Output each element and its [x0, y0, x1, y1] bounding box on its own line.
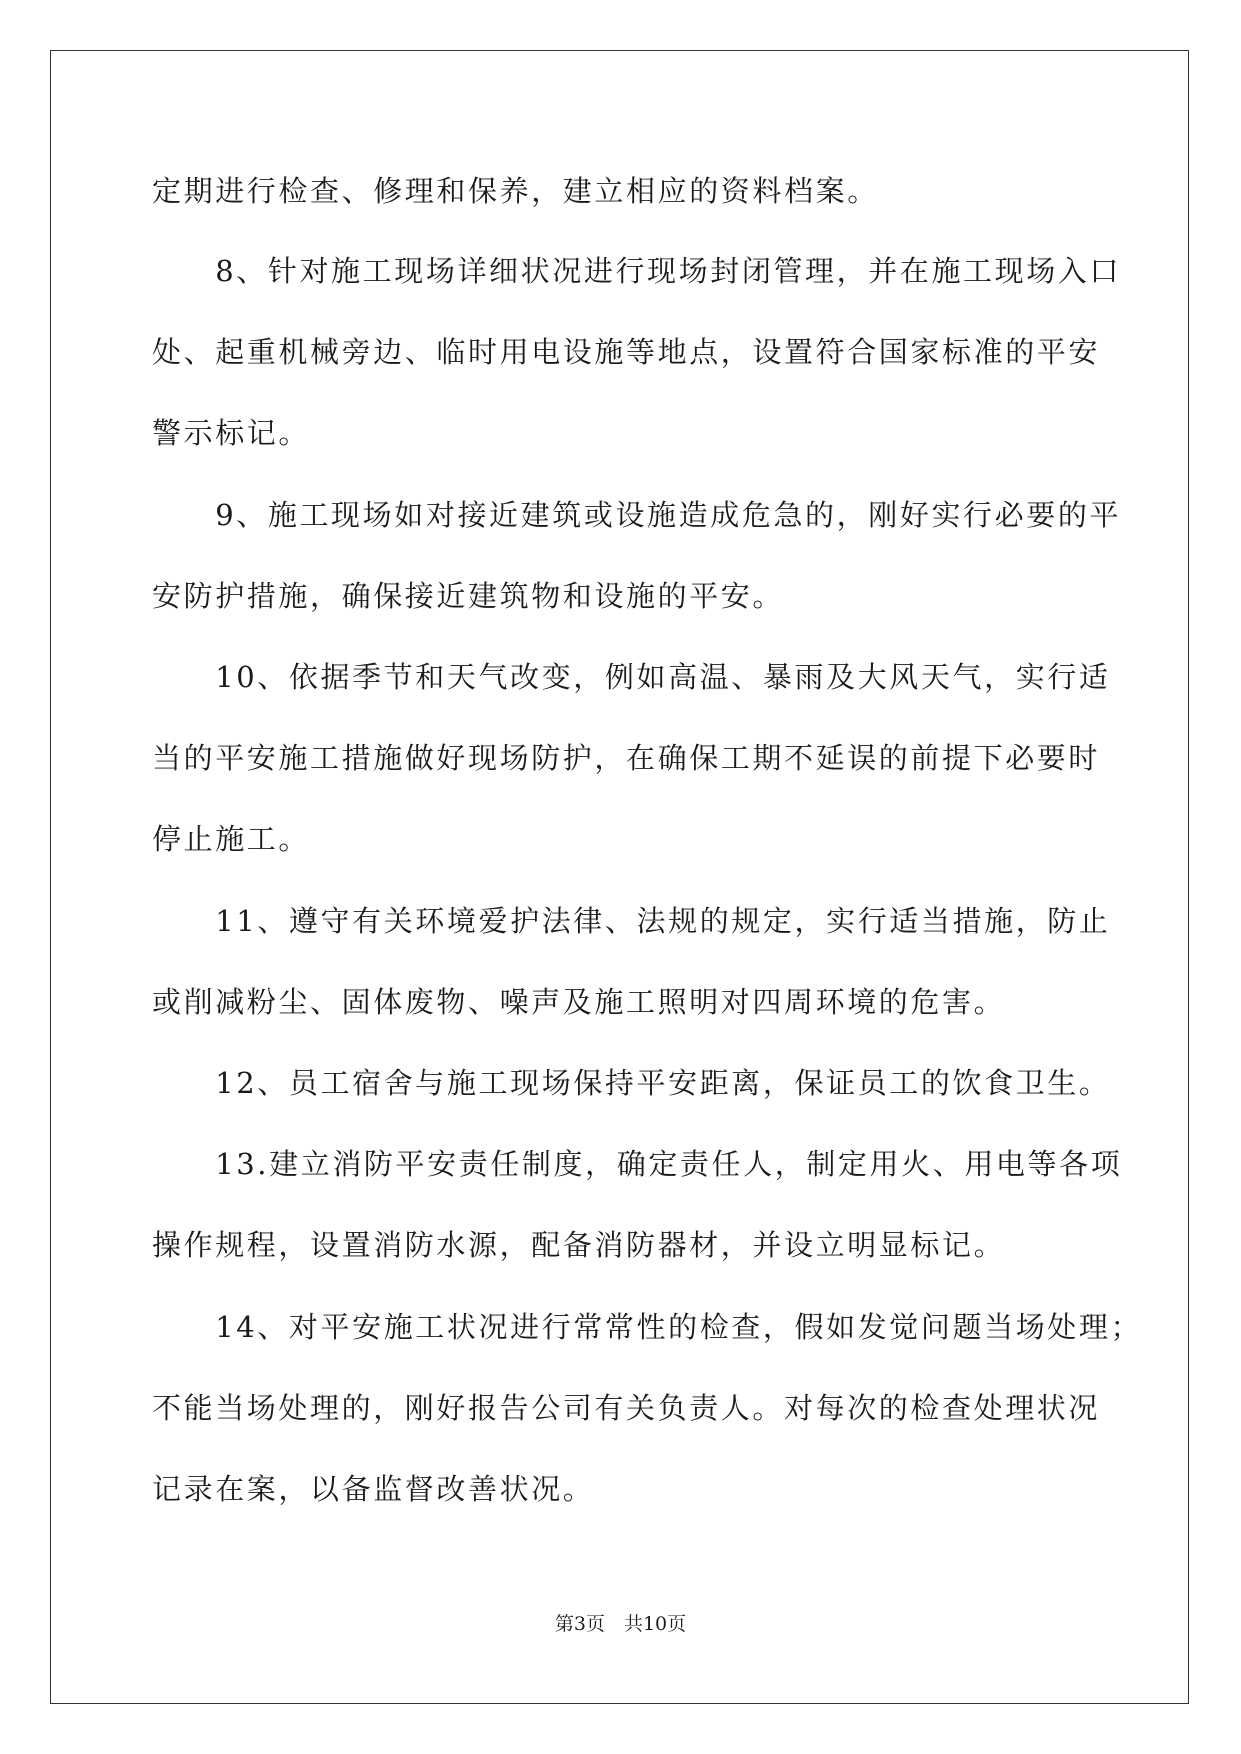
page-border: [50, 50, 1189, 1704]
text-line: 9、施工现场如对接近建筑或设施造成危急的，刚好实行必要的平: [152, 498, 1122, 532]
text-line: 安防护措施，确保接近建筑物和设施的平安。: [152, 579, 785, 613]
text-line: 11、遵守有关环境爱护法律、法规的规定，实行适当措施，防止: [152, 904, 1111, 938]
text-line: 操作规程，设置消防水源，配备消防器材，并设立明显标记。: [152, 1228, 1006, 1262]
text-line: 10、依据季节和天气改变，例如高温、暴雨及大风天气，实行适: [152, 660, 1111, 694]
text-line: 13.建立消防平安责任制度，确定责任人，制定用火、用电等各项: [152, 1147, 1123, 1181]
text-line: 定期进行检查、修理和保养，建立相应的资料档案。: [152, 174, 879, 208]
text-line: 不能当场处理的，刚好报告公司有关负责人。对每次的检查处理状况: [152, 1391, 1101, 1425]
text-line: 或削减粉尘、固体废物、噪声及施工照明对四周环境的危害。: [152, 985, 1006, 1019]
text-line: 14、对平安施工状况进行常常性的检查，假如发觉问题当场处理；: [152, 1310, 1143, 1344]
page-number-footer: 第3页 共10页: [554, 1613, 687, 1635]
text-line: 12、员工宿舍与施工现场保持平安距离，保证员工的饮食卫生。: [152, 1066, 1111, 1100]
text-line: 处、起重机械旁边、临时用电设施等地点，设置符合国家标准的平安: [152, 335, 1101, 369]
text-line: 当的平安施工措施做好现场防护，在确保工期不延误的前提下必要时: [152, 741, 1101, 775]
text-line: 8、针对施工现场详细状况进行现场封闭管理，并在施工现场入口: [152, 254, 1122, 288]
text-line: 警示标记。: [152, 416, 311, 450]
text-line: 记录在案，以备监督改善状况。: [152, 1472, 595, 1506]
text-line: 停止施工。: [152, 822, 311, 856]
